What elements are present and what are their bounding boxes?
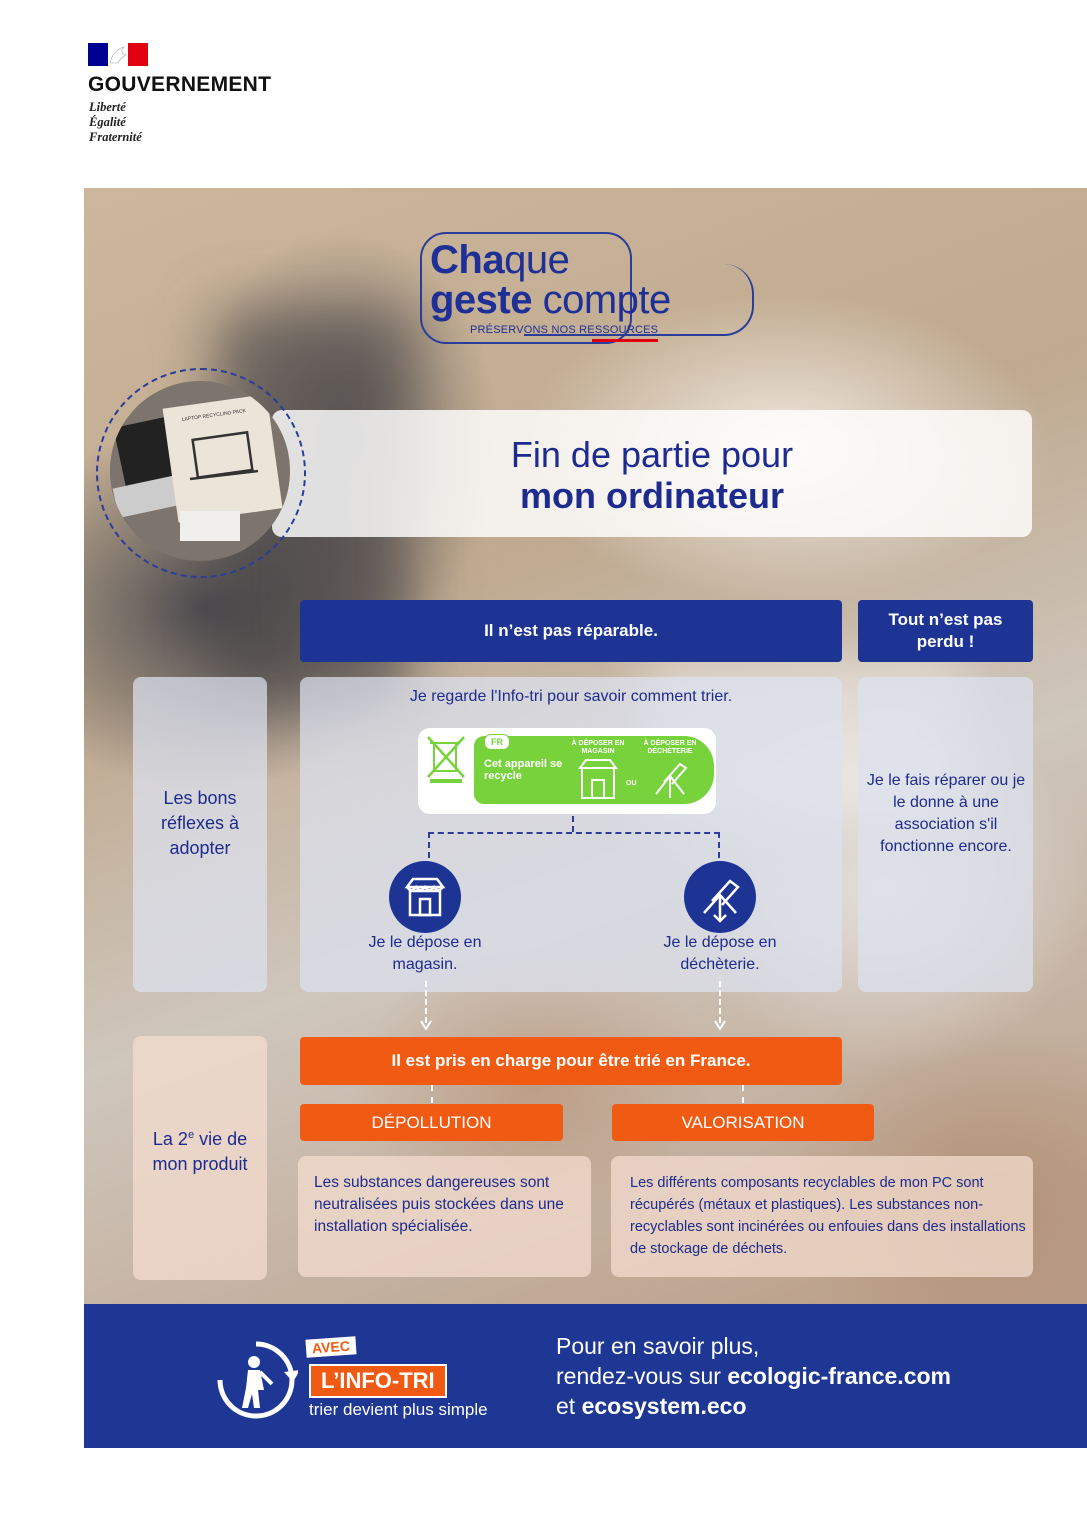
trier-tagline: trier devient plus simple [309,1400,488,1419]
not-repairable-header: Il n’est pas réparable. [300,600,842,662]
poster [84,188,1087,1304]
dump-icon-small [650,758,690,800]
branch-connector [428,832,720,834]
info-tri-store-text: À DÉPOSER EN MAGASIN [571,740,625,755]
ecologic-link[interactable]: ecologic-france.com [727,1363,951,1389]
drop-store-label: Je le dépose en magasin. [368,934,482,973]
not-lost-header: Tout n’est pas perdu ! [858,600,1033,662]
drop-dump-label: Je le dépose en déchèterie. [663,934,777,973]
avec-label: AVEC [305,1336,356,1357]
branch-left-line [428,832,430,858]
page-title-line-1: Fin de partie pour [510,434,794,475]
valorisation-header: VALORISATION [612,1104,874,1141]
branch-right-line [718,832,720,858]
crossed-bin-icon [424,733,468,785]
taken-charge-banner: Il est pris en charge pour être trié en France. [300,1037,842,1085]
good-habits-label: Les bons réflexes à adopter [160,788,240,858]
connector-valorisation [742,1085,744,1103]
depollution-header: DÉPOLLUTION [300,1104,563,1141]
arrow-dump-down [719,981,721,1023]
svg-text:LAPTOP RECYCLING PACK: LAPTOP RECYCLING PACK [181,408,247,423]
dump-icon [684,861,756,933]
ecosystem-link[interactable]: ecosystem.eco [581,1393,747,1419]
store-icon-small [578,758,618,800]
arrow-head-right [714,1020,726,1030]
repair-or-donate-text: Je le fais réparer ou je le donne à une association s'il fonctionne encore. [866,772,1026,855]
fr-badge: FR [484,734,510,750]
logo-line-1: Chaque [430,238,570,282]
logo-red-underline [592,339,658,342]
logo-tagline: PRÉSERVONS NOS RESSOURCES [470,324,659,336]
arrow-head-left [420,1020,432,1030]
branch-stem [572,816,574,832]
republic-motto: Liberté Égalité Fraternité [89,100,142,144]
valorisation-text: Les différents composants recyclables de mon PC sont récupérés (métaux et plastiques). Les substances non-recyclables sont incinérées ou enfouies dans des installations de stockage de déchets. [630,1175,1026,1257]
second-life-label: La 2e vie de mon produit [152,1129,248,1174]
depollution-text: Les substances dangereuses sont neutralisées puis stockées dans une installation spécialisée. [314,1174,564,1235]
learn-more-text: Pour en savoir plus, rendez-vous sur ecologic-france.com et ecosystem.eco [556,1333,951,1419]
info-tri-badge: L’INFO-TRI [309,1364,447,1398]
laptop-box-photo [110,381,290,561]
government-label: GOUVERNEMENT [88,73,272,96]
logo-line-2: geste compte [430,278,671,322]
info-tri-hint: Je regarde l'Info-tri pour savoir comment trier. [409,688,733,705]
info-tri-recycle-text: Cet appareil se recycle [484,758,563,782]
marianne-logo [88,43,148,66]
connector-depollution [431,1085,433,1103]
triman-icon [214,1338,298,1422]
store-icon [389,861,461,933]
page-title-line-2: mon ordinateur [519,475,784,516]
info-tri-or-text: OU [626,780,637,787]
info-tri-dump-text: À DÉPOSER EN DÉCHÈTERIE [643,740,697,755]
arrow-store-down [425,981,427,1023]
